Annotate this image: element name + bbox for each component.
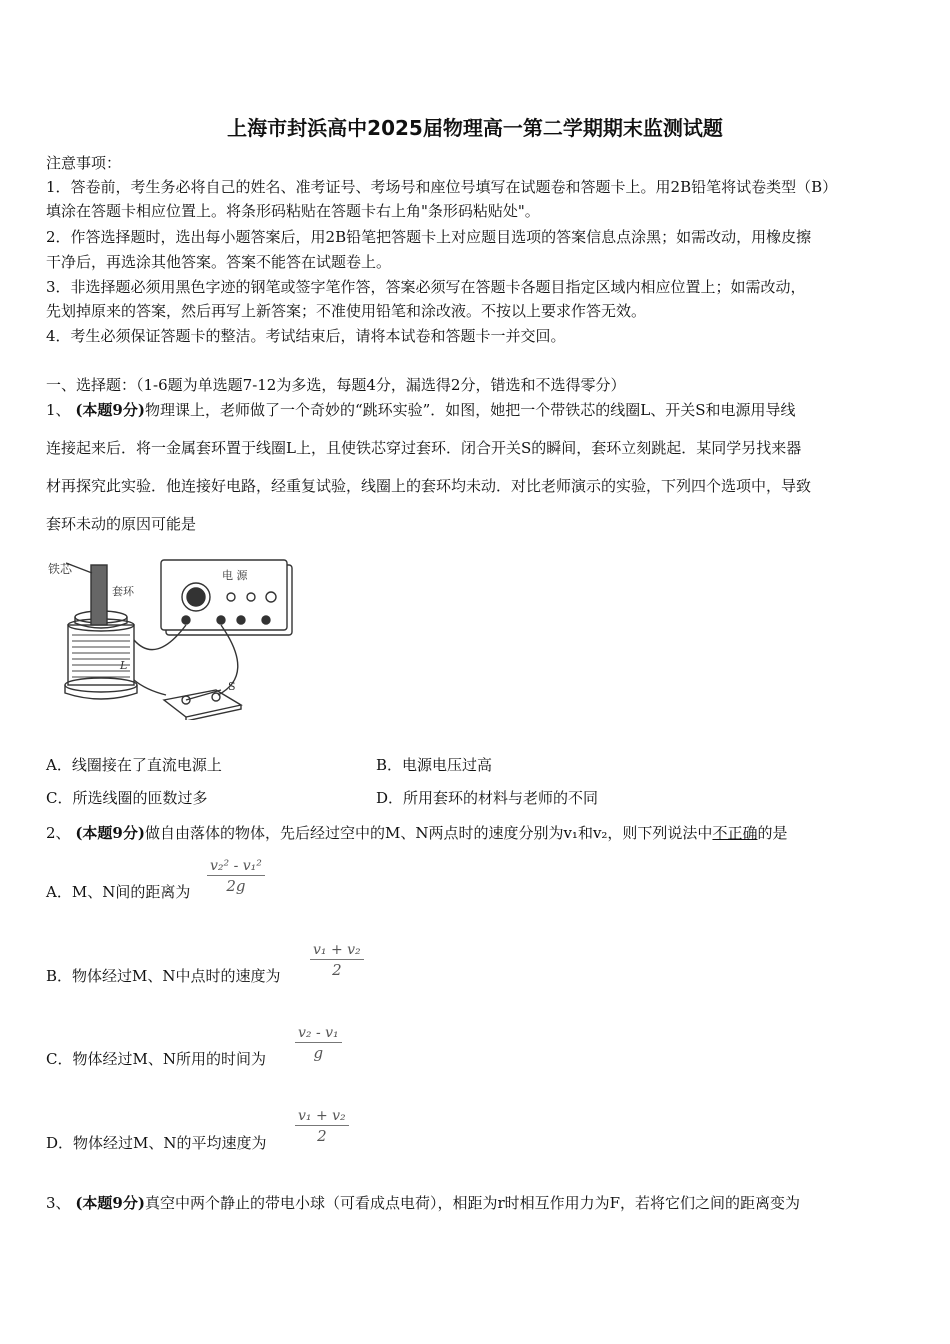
notice-heading: 注意事项： [46, 154, 122, 172]
notice-line: 干净后，再选涂其他答案。答案不能答在试题卷上。 [46, 253, 392, 271]
fraction-denominator: g [313, 1044, 324, 1062]
fraction-numerator: v₂² - v₁² [210, 858, 262, 874]
question-score: (本题9分) [75, 824, 145, 842]
fraction-bar [207, 875, 265, 876]
q2-option-b: B．物体经过M、N中点时的速度为 [46, 967, 281, 985]
question-1-line: 材再探究此实验．他连接好电路，经重复试验，线圈上的套环均未动．对比老师演示的实验，下列四个选项中，导致 [46, 477, 812, 495]
question-text: 做自由落体的物体，先后经过空中的M、N两点时的速度分别为v₁和v₂，则下列说法中 [144, 824, 713, 842]
fraction-bar [295, 1042, 342, 1043]
fraction-numerator: v₁ + v₂ [298, 1108, 346, 1124]
fraction-bar [310, 959, 364, 960]
question-score: (本题9分) [75, 401, 145, 419]
figure-label-core: 铁芯 [48, 562, 73, 576]
question-1-line: 连接起来后．将一金属套环置于线圈L上，且使铁芯穿过套环．闭合开关S的瞬间，套环立刻跳起．某同学另找来器 [46, 439, 802, 457]
question-text: 物理课上，老师做了一个奇妙的“跳环实验”．如图，她把一个带铁芯的线圈L、开关S和电源用导线 [144, 401, 796, 419]
figure-label-power: 电 源 [222, 569, 248, 582]
q1-option-a: A．线圈接在了直流电源上 [46, 756, 222, 774]
question-number: 2、 [46, 824, 71, 842]
notice-line: 4．考生必须保证答题卡的整洁。考试结束后，请将本试卷和答题卡一并交回。 [46, 327, 566, 345]
notice-line: 1．答卷前，考生务必将自己的姓名、准考证号、考场号和座位号填写在试题卷和答题卡上。用2B铅笔将试卷类型（B） [46, 178, 838, 196]
fraction-bar [295, 1125, 349, 1126]
figure-label-ring: 套环 [112, 585, 134, 598]
notice-line: 3．非选择题必须用黑色字迹的钢笔或签字笔作答，答案必须写在答题卡各题目指定区域内相应位置上；如需改动， [46, 278, 806, 296]
figure-label-coil: L [120, 659, 128, 672]
question-1-line: 套环未动的原因可能是 [46, 515, 197, 533]
section-heading: 一、选择题：（1-6题为单选题7-12为多选，每题4分，漏选得2分，错选和不选得零分） [46, 376, 626, 394]
figure-label-switch: S [228, 680, 236, 693]
question-3-line [46, 1192, 906, 1214]
fraction-denominator: 2 [332, 961, 342, 979]
q2-option-a: A．M、N间的距离为 [46, 883, 191, 901]
q2-option-b-fraction [310, 942, 364, 979]
question-score: (本题9分) [75, 1194, 145, 1212]
q2-option-d-fraction [295, 1108, 349, 1145]
q1-option-d: D．所用套环的材料与老师的不同 [376, 789, 599, 807]
q1-option-b: B．电源电压过高 [376, 756, 493, 774]
q1-option-c: C．所选线圈的匝数过多 [46, 789, 208, 807]
q2-option-a-fraction [207, 858, 265, 895]
fraction-denominator: 2g [226, 877, 246, 895]
fraction-numerator: v₁ + v₂ [313, 942, 361, 958]
fraction-denominator: 2 [317, 1127, 327, 1145]
notice-line: 先划掉原来的答案，然后再写上新答案；不准使用铅笔和涂改液。不按以上要求作答无效。 [46, 302, 647, 320]
q2-option-d: D．物体经过M、N的平均速度为 [46, 1134, 267, 1152]
question-text: 的是 [757, 824, 788, 842]
question-text-underlined: 不正确 [712, 824, 758, 842]
question-2-line [46, 822, 906, 844]
question-1-line [46, 399, 906, 421]
notice-line: 2．作答选择题时，选出每小题答案后，用2B铅笔把答题卡上对应题目选项的答案信息点涂黑；如需改动，用橡皮擦 [46, 228, 812, 246]
question-text: 真空中两个静止的带电小球（可看成点电荷），相距为r时相互作用力为F，若将它们之间的距离变为 [144, 1194, 801, 1212]
question-number: 3、 [46, 1194, 71, 1212]
q2-option-c-fraction [295, 1025, 342, 1062]
q2-option-c: C．物体经过M、N所用的时间为 [46, 1050, 266, 1068]
fraction-numerator: v₂ - v₁ [298, 1025, 339, 1041]
question-number: 1、 [46, 401, 71, 419]
jumping-ring-apparatus-figure [46, 545, 306, 720]
notice-line: 填涂在答题卡相应位置上。将条形码粘贴在答题卡右上角"条形码粘贴处"。 [46, 202, 540, 220]
page-title: 上海市封浜高中2025届物理高一第二学期期末监测试题 [227, 116, 723, 140]
